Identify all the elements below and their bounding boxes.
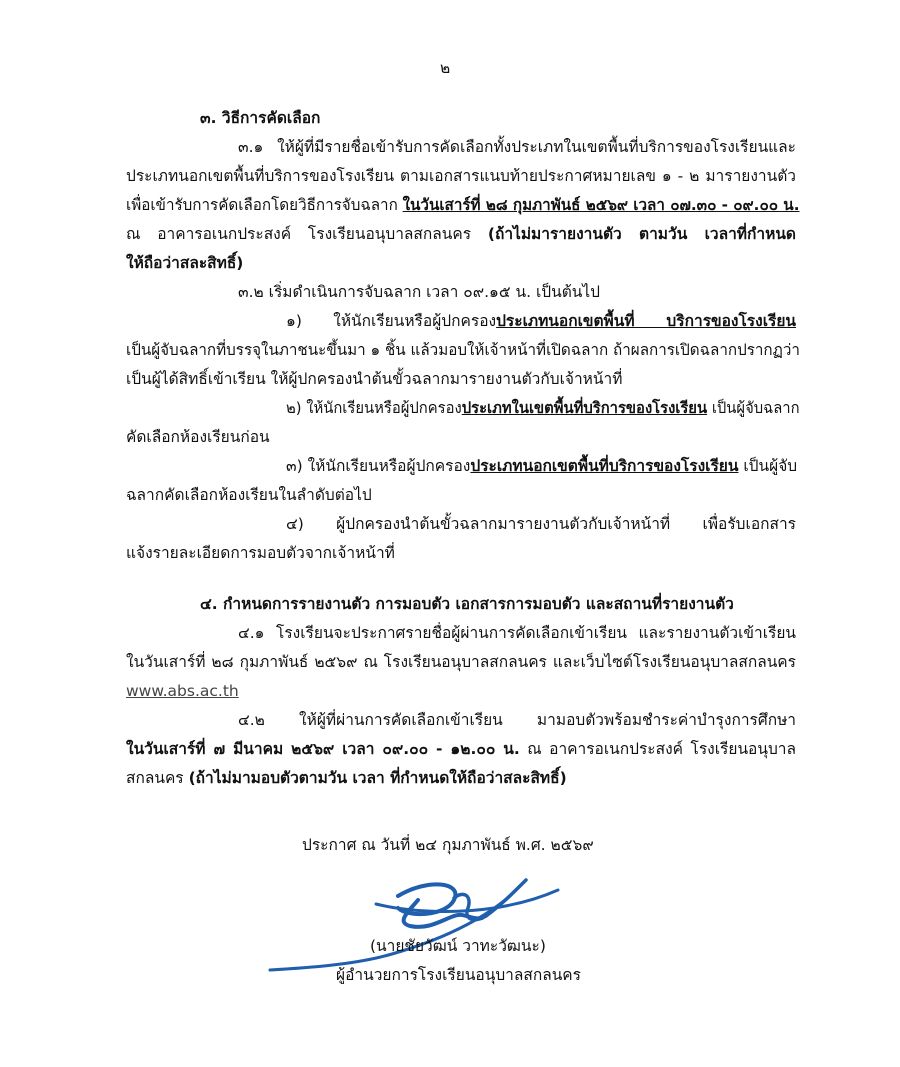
p41-line2: ในวันเสาร์ที่ ๒๘ กุมภาพันธ์ ๒๕๖๙ ณ โรงเรียนอนุบาลสกลนคร และเว็บไซต์โรงเรียนอนุบาลสกลนคร bbox=[126, 653, 796, 671]
p31-line1: ๓.๑ ให้ผู้ที่มีรายชื่อเข้ารับการคัดเลือกทั้งประเภทในเขตพื้นที่บริการของโรงเรียนและ bbox=[238, 138, 796, 156]
p32-item3-line1: ๓) ให้นักเรียนหรือผู้ปกครองประเภทนอกเขตพื้นที่บริการของโรงเรียน เป็นผู้จับ bbox=[286, 457, 798, 475]
p31-line5: ให้ถือว่าสละสิทธิ์) bbox=[126, 254, 244, 272]
announce-date: ประกาศ ณ วันที่ ๒๔ กุมภาพันธ์ พ.ศ. ๒๕๖๙ bbox=[302, 836, 594, 854]
p31-line2: ประเภทนอกเขตพื้นที่บริการของโรงเรียน ตามเอกสารแนบท้ายประกาศหมายเลข ๑ - ๒ มารายงานตัว bbox=[126, 167, 796, 185]
p42-line3: สกลนคร (ถ้าไม่มามอบตัวตามวัน เวลา ที่กำหนดให้ถือว่าสละสิทธิ์) bbox=[126, 769, 567, 787]
p32-item4-line1: ๔) ผู้ปกครองนำต้นขั้วฉลากมารายงานตัวกับเจ้าหน้าที่ เพื่อรับเอกสาร bbox=[286, 515, 796, 533]
p32-item2-line2: คัดเลือกห้องเรียนก่อน bbox=[126, 428, 270, 446]
p32-item1-line2: เป็นผู้จับฉลากที่บรรจุในภาชนะขึ้นมา ๑ ชิ้น แล้วมอบให้เจ้าหน้าที่เปิดฉลาก ถ้าผลการเปิดฉลากปรากฏว่า bbox=[126, 341, 800, 359]
signer-name: (นายชัยวัฒน์ วาทะวัฒนะ) bbox=[370, 937, 546, 955]
page-number: ๒ bbox=[440, 59, 451, 77]
p31-line4: ณ อาคารอเนกประสงค์ โรงเรียนอนุบาลสกลนคร (ถ้าไม่มารายงานตัว ตามวัน เวลาที่กำหนด bbox=[126, 225, 796, 243]
p32-line1: ๓.๒ เริ่มดำเนินการจับฉลาก เวลา ๐๙.๑๕ น. เป็นต้นไป bbox=[238, 283, 601, 301]
section4-heading: ๔. กำหนดการรายงานตัว การมอบตัว เอกสารการมอบตัว และสถานที่รายงานตัว bbox=[200, 595, 734, 613]
p31-line3: เพื่อเข้ารับการคัดเลือกโดยวิธีการจับฉลาก ในวันเสาร์ที่ ๒๘ กุมภาพันธ์ ๒๕๖๙ เวลา ๐๗.๓๐ - ๐๙.๐๐ น. bbox=[126, 196, 800, 214]
p32-item3-line2: ฉลากคัดเลือกห้องเรียนในลำดับต่อไป bbox=[126, 486, 372, 504]
p42-line1: ๔.๒ ให้ผู้ที่ผ่านการคัดเลือกเข้าเรียน มามอบตัวพร้อมชำระค่าบำรุงการศึกษา bbox=[238, 711, 796, 729]
p32-item4-line2: แจ้งรายละเอียดการมอบตัวจากเจ้าหน้าที่ bbox=[126, 544, 395, 562]
section3-heading: ๓. วิธีการคัดเลือก bbox=[200, 109, 321, 127]
p42-line2: ในวันเสาร์ที่ ๗ มีนาคม ๒๕๖๙ เวลา ๐๙.๐๐ - ๑๒.๐๐ น. ณ อาคารอเนกประสงค์ โรงเรียนอนุบาล bbox=[126, 740, 796, 758]
p32-item2-line1: ๒) ให้นักเรียนหรือผู้ปกครองประเภทในเขตพื้นที่บริการของโรงเรียน เป็นผู้จับฉลาก bbox=[286, 399, 800, 417]
p32-item1-line3: เป็นผู้ได้สิทธิ์เข้าเรียน ให้ผู้ปกครองนำต้นขั้วฉลากมารายงานตัวกับเจ้าหน้าที่ bbox=[126, 370, 623, 388]
website-link[interactable]: www.abs.ac.th bbox=[126, 682, 239, 700]
p41-line1: ๔.๑ โรงเรียนจะประกาศรายชื่อผู้ผ่านการคัดเลือกเข้าเรียน และรายงานตัวเข้าเรียน bbox=[238, 624, 796, 642]
signer-position: ผู้อำนวยการโรงเรียนอนุบาลสกลนคร bbox=[336, 966, 581, 984]
p32-item1-line1: ๑) ให้นักเรียนหรือผู้ปกครองประเภทนอกเขตพื้นที่ บริการของโรงเรียน bbox=[286, 312, 797, 330]
